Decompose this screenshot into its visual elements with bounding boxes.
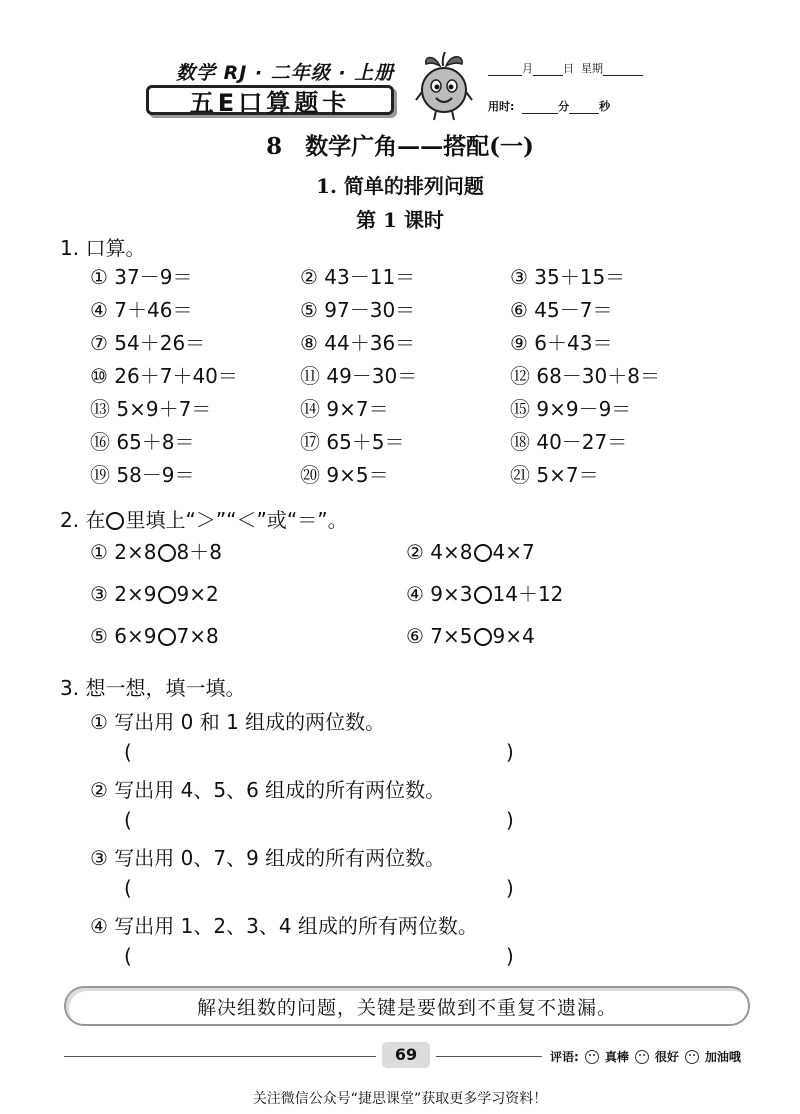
answer-circle[interactable]	[158, 544, 176, 562]
blank-circle-icon	[106, 512, 124, 530]
q2-item: ② 4×8 4×7	[406, 540, 535, 564]
tip-box: 解决组数的问题，关键是要做到不重复不遗漏。	[64, 986, 750, 1026]
page-number: 69	[382, 1042, 430, 1068]
q2-grid	[90, 540, 710, 648]
series-label: 数学 RJ · 二年级 · 上册	[176, 62, 395, 84]
cheer-face-icon	[685, 1050, 699, 1064]
q1-item: ⑩ 26＋7＋40＝	[90, 364, 238, 388]
rating-label: 评语:	[550, 1050, 579, 1064]
close-paren: )	[506, 740, 514, 764]
answer-circle[interactable]	[474, 628, 492, 646]
q1-item: ⑦ 54＋26＝	[90, 331, 206, 355]
close-paren: )	[506, 944, 514, 968]
lesson-title: 第 1 课时	[356, 208, 444, 232]
q2-item: ⑤ 6×9 7×8	[90, 624, 219, 648]
chapter-title: 8 数学广角——搭配(一)	[266, 133, 534, 160]
footer-note: 关注微信公众号“捷思课堂”获取更多学习资料！	[252, 1091, 548, 1107]
footer-rule-right	[436, 1056, 542, 1057]
footer-rule-left	[64, 1056, 376, 1057]
q1-grid	[90, 265, 730, 487]
q2-item: ④ 9×3 14＋12	[406, 582, 564, 606]
q3-title: 3. 想一想，填一填。	[60, 676, 246, 700]
rating-good: 很好	[654, 1050, 679, 1064]
answer-circle[interactable]	[474, 586, 492, 604]
q1-item: ④ 7＋46＝	[90, 298, 193, 322]
answer-blank[interactable]	[140, 808, 500, 832]
rating-row	[550, 1048, 741, 1065]
rating-great: 真棒	[604, 1050, 629, 1064]
q1-item: ⑱ 40－27＝	[510, 430, 628, 454]
q1-item: ⑫ 68－30＋8＝	[510, 364, 660, 388]
answer-circle[interactable]	[158, 628, 176, 646]
q1-item: ⑭ 9×7＝	[300, 397, 389, 421]
close-paren: )	[506, 876, 514, 900]
answer-circle[interactable]	[474, 544, 492, 562]
q1-item: ⑳ 9×5＝	[300, 463, 389, 487]
q1-item: ⑨ 6＋43＝	[510, 331, 613, 355]
open-paren: (	[124, 944, 132, 968]
q2-title: 2. 在 里填上“＞”“＜”或“＝”。	[60, 508, 348, 532]
answer-blank[interactable]	[140, 944, 500, 968]
q2-item: ⑥ 7×5 9×4	[406, 624, 535, 648]
close-paren: )	[506, 808, 514, 832]
q1-title: 1. 口算。	[60, 236, 146, 260]
happy-face-icon	[635, 1050, 649, 1064]
section-title: 1. 简单的排列问题	[316, 174, 484, 198]
q1-item: ② 43－11＝	[300, 265, 416, 289]
q1-item: ⑬ 5×9＋7＝	[90, 397, 212, 421]
q3-item: ② 写出用 4、5、6 组成的所有两位数。	[90, 778, 446, 802]
date-line: 月 日 星期	[488, 60, 643, 76]
q2-item: ① 2×8 8＋8	[90, 540, 222, 564]
q1-item: ⑰ 65＋5＝	[300, 430, 405, 454]
open-paren: (	[124, 808, 132, 832]
q3-item: ④ 写出用 1、2、3、4 组成的所有两位数。	[90, 914, 478, 938]
q1-item: ⑮ 9×9－9＝	[510, 397, 632, 421]
open-paren: (	[124, 740, 132, 764]
card-title: 五E口算题卡	[146, 85, 394, 115]
answer-circle[interactable]	[158, 586, 176, 604]
q1-item: ⑯ 65＋8＝	[90, 430, 195, 454]
q1-item: ⑪ 49－30＝	[300, 364, 418, 388]
smile-face-icon	[585, 1050, 599, 1064]
q1-item: ⑤ 97－30＝	[300, 298, 416, 322]
answer-blank[interactable]	[140, 876, 500, 900]
q3-item: ① 写出用 0 和 1 组成的两位数。	[90, 710, 386, 734]
answer-blank[interactable]	[140, 740, 500, 764]
rating-cheer: 加油哦	[704, 1050, 741, 1064]
mascot-icon	[412, 52, 476, 124]
q2-item: ③ 2×9 9×2	[90, 582, 219, 606]
q1-item: ㉑ 5×7＝	[510, 463, 599, 487]
q1-item: ① 37－9＝	[90, 265, 193, 289]
q1-item: ⑲ 58－9＝	[90, 463, 195, 487]
time-line: 用时: 分 秒	[488, 100, 611, 113]
q1-item: ③ 35＋15＝	[510, 265, 626, 289]
q1-item: ⑧ 44＋36＝	[300, 331, 416, 355]
open-paren: (	[124, 876, 132, 900]
q1-item: ⑥ 45－7＝	[510, 298, 613, 322]
q3-item: ③ 写出用 0、7、9 组成的所有两位数。	[90, 846, 446, 870]
